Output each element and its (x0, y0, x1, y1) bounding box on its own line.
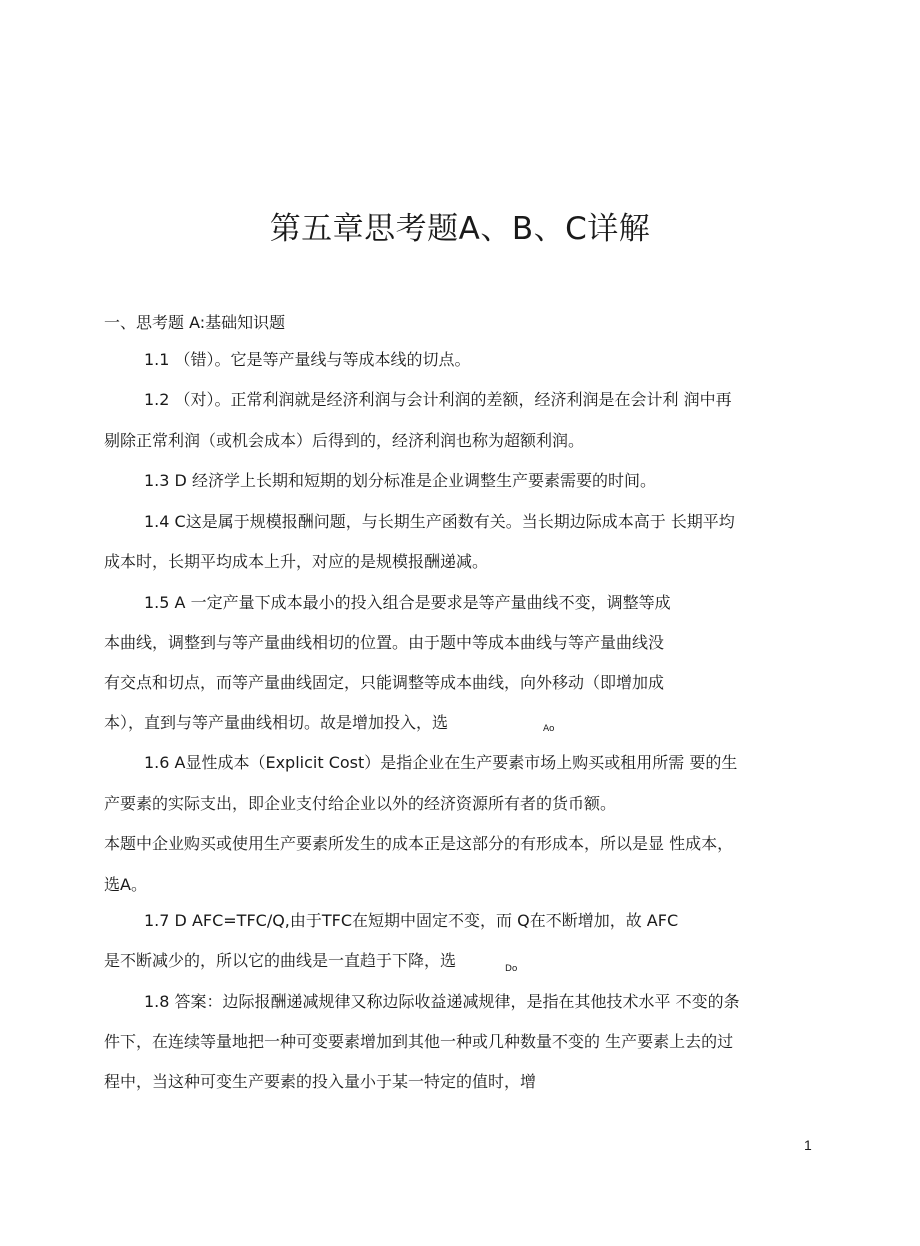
answer-1-6-cont-3: 选A。 (104, 875, 147, 894)
page-number: 1 (804, 1137, 812, 1153)
answer-1-6: 1.6 A显性成本（Explicit Cost）是指企业在生产要素市场上购买或租用所需 要的生 (144, 753, 738, 772)
answer-1-5: 1.5 A 一定产量下成本最小的投入组合是要求是等产量曲线不变，调整等成 (144, 593, 671, 612)
answer-1-2: 1.2 （对）。正常利润就是经济利润与会计利润的差额，经济利润是在会计利 润中再 (144, 390, 732, 409)
answer-1-6-cont-2: 本题中企业购买或使用生产要素所发生的成本正是这部分的有形成本，所以是显 性成本， (104, 834, 734, 853)
answer-1-3: 1.3 D 经济学上长期和短期的划分标准是企业调整生产要素需要的时间。 (144, 471, 656, 490)
answer-1-5-cont-1: 本曲线，调整到与等产量曲线相切的位置。由于题中等成本曲线与等产量曲线没 (104, 633, 665, 652)
answer-1-7: 1.7 D AFC=TFC/Q,由于TFC在短期中固定不变，而 Q在不断增加，故 AFC (144, 911, 679, 930)
answer-1-7-cont: 是不断减少的，所以它的曲线是一直趋于下降，选 (104, 951, 457, 970)
answer-1-7-choice: Do (505, 964, 518, 974)
answer-1-4-cont: 成本时，长期平均成本上升，对应的是规模报酬递减。 (104, 552, 489, 571)
answer-1-2-cont: 剔除正常利润（或机会成本）后得到的，经济利润也称为超额利润。 (104, 431, 585, 450)
answer-1-5-cont-2: 有交点和切点，而等产量曲线固定，只能调整等成本曲线，向外移动（即增加成 (104, 673, 665, 692)
answer-1-8-cont-1: 件下，在连续等量地把一种可变要素增加到其他一种或几种数量不变的 生产要素上去的过 (104, 1032, 734, 1051)
answer-1-8-cont-2: 程中，当这种可变生产要素的投入量小于某一特定的值时，增 (104, 1072, 537, 1091)
answer-1-4: 1.4 C这是属于规模报酬问题，与长期生产函数有关。当长期边际成本高于 长期平均 (144, 512, 735, 531)
page-title: 第五章思考题A、B、C详解 (269, 211, 651, 247)
answer-1-8: 1.8 答案：边际报酬递减规律又称边际收益递减规律，是指在其他技术水平 不变的条 (144, 992, 740, 1011)
answer-1-1: 1.1 （错）。它是等产量线与等成本线的切点。 (144, 350, 471, 369)
answer-1-5-cont-3: 本），直到与等产量曲线相切。故是增加投入，选 (104, 713, 449, 732)
answer-1-5-choice: Ao (543, 724, 555, 734)
answer-1-6-cont-1: 产要素的实际支出，即企业支付给企业以外的经济资源所有者的货币额。 (104, 794, 617, 813)
section-heading: 一、思考题 A:基础知识题 (104, 313, 286, 332)
